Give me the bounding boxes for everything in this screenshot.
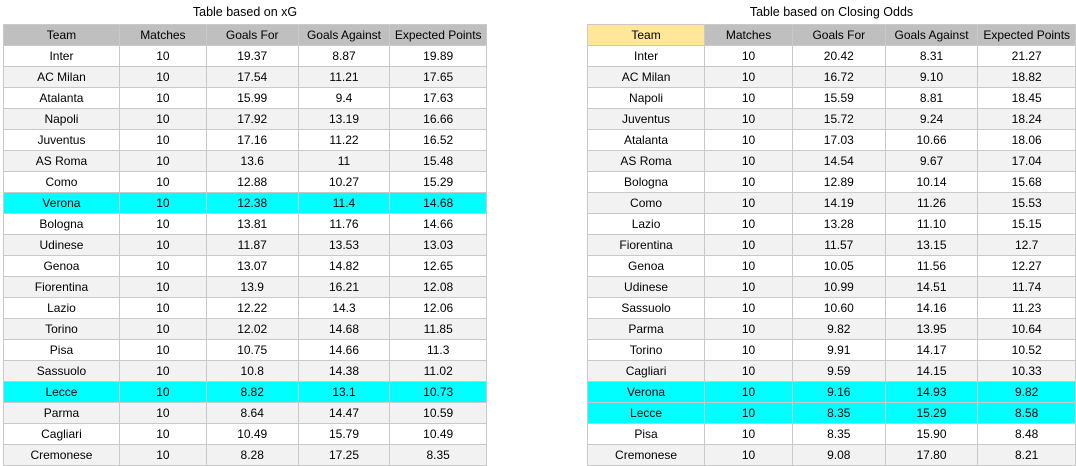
cell-matches: 10 — [119, 151, 206, 172]
cell-goals-for: 10.99 — [792, 277, 885, 298]
cell-team: AC Milan — [4, 67, 120, 88]
cell-team: Napoli — [588, 88, 705, 109]
cell-team: AS Roma — [588, 151, 705, 172]
table-row — [588, 235, 1076, 256]
cell-matches: 10 — [119, 382, 206, 403]
cell-matches: 10 — [705, 277, 793, 298]
cell-team: Juventus — [4, 130, 120, 151]
cell-expected-points: 15.68 — [978, 172, 1076, 193]
table-row — [588, 277, 1076, 298]
cell-goals-for: 9.91 — [792, 340, 885, 361]
table-row — [4, 67, 487, 88]
cell-expected-points: 10.59 — [390, 403, 487, 424]
cell-team: Cagliari — [4, 424, 120, 445]
table-row — [4, 172, 487, 193]
cell-matches: 10 — [705, 214, 793, 235]
cell-team: Inter — [588, 46, 705, 67]
cell-goals-for: 12.22 — [206, 298, 298, 319]
cell-matches: 10 — [705, 424, 793, 445]
cell-expected-points: 10.49 — [390, 424, 487, 445]
cell-team: Torino — [588, 340, 705, 361]
cell-goals-for: 10.49 — [206, 424, 298, 445]
cell-expected-points: 19.89 — [390, 46, 487, 67]
cell-matches: 10 — [119, 403, 206, 424]
cell-matches: 10 — [705, 109, 793, 130]
cell-goals-for: 8.35 — [792, 403, 885, 424]
table-row — [4, 109, 487, 130]
table-row — [588, 298, 1076, 319]
cell-goals-against: 14.82 — [298, 256, 390, 277]
cell-goals-against: 11.21 — [298, 67, 390, 88]
cell-expected-points: 14.66 — [390, 214, 487, 235]
cell-goals-for: 8.64 — [206, 403, 298, 424]
cell-expected-points: 8.48 — [978, 424, 1076, 445]
cell-goals-against: 11.4 — [298, 193, 390, 214]
cell-expected-points: 12.7 — [978, 235, 1076, 256]
cell-goals-against: 8.87 — [298, 46, 390, 67]
table-row — [588, 193, 1076, 214]
table-row — [588, 424, 1076, 445]
cell-team: Como — [4, 172, 120, 193]
column-header-goals-against: Goals Against — [885, 25, 978, 46]
cell-goals-against: 13.95 — [885, 319, 978, 340]
cell-matches: 10 — [705, 130, 793, 151]
cell-goals-for: 9.82 — [792, 319, 885, 340]
xg-table-title: Table based on xG — [192, 5, 298, 19]
cell-goals-against: 14.47 — [298, 403, 390, 424]
cell-goals-for: 9.08 — [792, 445, 885, 466]
xg-table-header-row — [4, 25, 487, 46]
cell-goals-against: 9.67 — [885, 151, 978, 172]
table-row — [4, 382, 487, 403]
closing-odds-table-title: Table based on Closing Odds — [749, 5, 914, 19]
cell-team: Genoa — [588, 256, 705, 277]
cell-goals-for: 15.59 — [792, 88, 885, 109]
cell-goals-against: 11 — [298, 151, 390, 172]
cell-goals-against: 13.1 — [298, 382, 390, 403]
cell-matches: 10 — [705, 88, 793, 109]
cell-goals-against: 14.15 — [885, 361, 978, 382]
cell-expected-points: 12.08 — [390, 277, 487, 298]
cell-expected-points: 21.27 — [978, 46, 1076, 67]
cell-team: Fiorentina — [4, 277, 120, 298]
table-row — [4, 340, 487, 361]
table-row — [4, 130, 487, 151]
cell-goals-against: 14.93 — [885, 382, 978, 403]
column-header-goals-against: Goals Against — [298, 25, 390, 46]
cell-team: Udinese — [588, 277, 705, 298]
cell-team: AS Roma — [4, 151, 120, 172]
table-row — [4, 277, 487, 298]
cell-expected-points: 16.66 — [390, 109, 487, 130]
cell-expected-points: 12.27 — [978, 256, 1076, 277]
cell-expected-points: 16.52 — [390, 130, 487, 151]
cell-team: Parma — [4, 403, 120, 424]
cell-matches: 10 — [705, 403, 793, 424]
cell-goals-for: 9.59 — [792, 361, 885, 382]
cell-team: Lecce — [588, 403, 705, 424]
cell-goals-against: 11.76 — [298, 214, 390, 235]
cell-goals-against: 13.53 — [298, 235, 390, 256]
cell-team: Bologna — [4, 214, 120, 235]
cell-expected-points: 13.03 — [390, 235, 487, 256]
table-row — [588, 445, 1076, 466]
cell-goals-for: 13.9 — [206, 277, 298, 298]
cell-matches: 10 — [119, 277, 206, 298]
cell-goals-for: 12.02 — [206, 319, 298, 340]
cell-expected-points: 10.64 — [978, 319, 1076, 340]
cell-goals-against: 14.66 — [298, 340, 390, 361]
cell-goals-against: 11.56 — [885, 256, 978, 277]
cell-goals-against: 14.16 — [885, 298, 978, 319]
table-row — [588, 319, 1076, 340]
closing-odds-table — [587, 24, 1076, 466]
table-row — [588, 382, 1076, 403]
table-row — [4, 319, 487, 340]
cell-expected-points: 17.04 — [978, 151, 1076, 172]
cell-expected-points: 15.29 — [390, 172, 487, 193]
cell-matches: 10 — [705, 46, 793, 67]
cell-expected-points: 14.68 — [390, 193, 487, 214]
cell-team: Napoli — [4, 109, 120, 130]
column-header-team: Team — [588, 25, 705, 46]
table-row — [4, 361, 487, 382]
cell-matches: 10 — [119, 193, 206, 214]
cell-expected-points: 17.65 — [390, 67, 487, 88]
column-header-expected-points: Expected Points — [390, 25, 487, 46]
table-row — [588, 46, 1076, 67]
table-row — [4, 193, 487, 214]
cell-expected-points: 10.73 — [390, 382, 487, 403]
cell-goals-against: 11.10 — [885, 214, 978, 235]
cell-team: Genoa — [4, 256, 120, 277]
table-row — [4, 403, 487, 424]
cell-team: Pisa — [588, 424, 705, 445]
cell-goals-for: 13.6 — [206, 151, 298, 172]
table-row — [4, 214, 487, 235]
cell-goals-against: 9.24 — [885, 109, 978, 130]
xg-table — [3, 24, 487, 466]
cell-goals-for: 8.35 — [792, 424, 885, 445]
table-row — [588, 130, 1076, 151]
cell-team: Lazio — [588, 214, 705, 235]
cell-goals-for: 14.19 — [792, 193, 885, 214]
cell-matches: 10 — [705, 319, 793, 340]
cell-goals-against: 14.51 — [885, 277, 978, 298]
cell-expected-points: 11.02 — [390, 361, 487, 382]
cell-matches: 10 — [119, 235, 206, 256]
column-header-matches: Matches — [119, 25, 206, 46]
cell-matches: 10 — [705, 172, 793, 193]
cell-goals-for: 17.03 — [792, 130, 885, 151]
cell-goals-for: 13.28 — [792, 214, 885, 235]
cell-matches: 10 — [705, 235, 793, 256]
cell-team: Torino — [4, 319, 120, 340]
cell-team: Sassuolo — [588, 298, 705, 319]
cell-matches: 10 — [119, 172, 206, 193]
cell-goals-against: 9.10 — [885, 67, 978, 88]
table-row — [4, 88, 487, 109]
cell-expected-points: 12.06 — [390, 298, 487, 319]
cell-goals-for: 14.54 — [792, 151, 885, 172]
table-row — [588, 109, 1076, 130]
cell-goals-for: 19.37 — [206, 46, 298, 67]
cell-expected-points: 15.53 — [978, 193, 1076, 214]
cell-matches: 10 — [705, 361, 793, 382]
cell-team: Inter — [4, 46, 120, 67]
cell-expected-points: 18.45 — [978, 88, 1076, 109]
cell-goals-for: 10.60 — [792, 298, 885, 319]
cell-expected-points: 8.21 — [978, 445, 1076, 466]
table-row — [588, 361, 1076, 382]
xg-table-panel — [0, 0, 487, 460]
cell-matches: 10 — [705, 298, 793, 319]
cell-team: Como — [588, 193, 705, 214]
cell-goals-against: 13.15 — [885, 235, 978, 256]
closing-odds-table-header-row — [588, 25, 1076, 46]
cell-matches: 10 — [705, 445, 793, 466]
cell-matches: 10 — [119, 88, 206, 109]
cell-team: Parma — [588, 319, 705, 340]
cell-expected-points: 15.15 — [978, 214, 1076, 235]
cell-goals-for: 12.38 — [206, 193, 298, 214]
cell-matches: 10 — [119, 46, 206, 67]
table-row — [588, 172, 1076, 193]
table-row — [4, 151, 487, 172]
cell-goals-for: 11.87 — [206, 235, 298, 256]
table-row — [588, 256, 1076, 277]
cell-team: Udinese — [4, 235, 120, 256]
cell-matches: 10 — [705, 67, 793, 88]
cell-goals-for: 13.07 — [206, 256, 298, 277]
cell-expected-points: 11.85 — [390, 319, 487, 340]
closing-odds-table-panel — [587, 0, 1076, 460]
cell-matches: 10 — [705, 382, 793, 403]
cell-goals-against: 8.31 — [885, 46, 978, 67]
cell-goals-for: 17.16 — [206, 130, 298, 151]
cell-team: AC Milan — [588, 67, 705, 88]
cell-goals-for: 15.72 — [792, 109, 885, 130]
cell-expected-points: 10.33 — [978, 361, 1076, 382]
cell-goals-for: 9.16 — [792, 382, 885, 403]
column-header-goals-for: Goals For — [206, 25, 298, 46]
cell-team: Cremonese — [588, 445, 705, 466]
cell-expected-points: 11.23 — [978, 298, 1076, 319]
cell-expected-points: 18.06 — [978, 130, 1076, 151]
cell-matches: 10 — [705, 340, 793, 361]
cell-expected-points: 8.58 — [978, 403, 1076, 424]
cell-expected-points: 11.3 — [390, 340, 487, 361]
cell-expected-points: 12.65 — [390, 256, 487, 277]
cell-goals-against: 14.68 — [298, 319, 390, 340]
closing-odds-table-body — [588, 46, 1076, 466]
cell-team: Pisa — [4, 340, 120, 361]
cell-goals-against: 8.81 — [885, 88, 978, 109]
cell-goals-against: 15.79 — [298, 424, 390, 445]
table-row — [4, 445, 487, 466]
table-row — [588, 151, 1076, 172]
table-row — [4, 235, 487, 256]
cell-goals-against: 14.38 — [298, 361, 390, 382]
cell-goals-against: 13.19 — [298, 109, 390, 130]
cell-team: Atalanta — [4, 88, 120, 109]
table-row — [588, 340, 1076, 361]
cell-matches: 10 — [119, 361, 206, 382]
cell-goals-for: 17.92 — [206, 109, 298, 130]
xg-table-body — [4, 46, 487, 466]
cell-team: Fiorentina — [588, 235, 705, 256]
cell-team: Cagliari — [588, 361, 705, 382]
cell-goals-against: 10.14 — [885, 172, 978, 193]
cell-team: Lecce — [4, 382, 120, 403]
cell-goals-for: 10.75 — [206, 340, 298, 361]
cell-goals-for: 12.88 — [206, 172, 298, 193]
cell-goals-against: 10.66 — [885, 130, 978, 151]
cell-matches: 10 — [119, 445, 206, 466]
cell-goals-for: 8.28 — [206, 445, 298, 466]
table-row — [588, 67, 1076, 88]
cell-team: Bologna — [588, 172, 705, 193]
cell-goals-against: 14.17 — [885, 340, 978, 361]
table-row — [588, 88, 1076, 109]
cell-goals-against: 17.25 — [298, 445, 390, 466]
cell-matches: 10 — [119, 319, 206, 340]
table-row — [4, 46, 487, 67]
cell-goals-against: 11.26 — [885, 193, 978, 214]
cell-expected-points: 17.63 — [390, 88, 487, 109]
column-header-goals-for: Goals For — [792, 25, 885, 46]
cell-goals-against: 15.29 — [885, 403, 978, 424]
cell-team: Juventus — [588, 109, 705, 130]
cell-goals-for: 8.82 — [206, 382, 298, 403]
table-row — [4, 424, 487, 445]
column-header-expected-points: Expected Points — [978, 25, 1076, 46]
cell-goals-against: 10.27 — [298, 172, 390, 193]
cell-matches: 10 — [705, 151, 793, 172]
cell-goals-for: 20.42 — [792, 46, 885, 67]
column-header-team: Team — [4, 25, 120, 46]
cell-goals-against: 11.22 — [298, 130, 390, 151]
cell-goals-for: 11.57 — [792, 235, 885, 256]
cell-goals-for: 10.8 — [206, 361, 298, 382]
cell-expected-points: 15.48 — [390, 151, 487, 172]
cell-expected-points: 8.35 — [390, 445, 487, 466]
column-header-matches: Matches — [705, 25, 793, 46]
cell-matches: 10 — [119, 109, 206, 130]
cell-team: Cremonese — [4, 445, 120, 466]
table-row — [588, 214, 1076, 235]
cell-expected-points: 11.74 — [978, 277, 1076, 298]
cell-goals-against: 16.21 — [298, 277, 390, 298]
cell-team: Sassuolo — [4, 361, 120, 382]
cell-team: Atalanta — [588, 130, 705, 151]
cell-matches: 10 — [119, 298, 206, 319]
cell-matches: 10 — [119, 424, 206, 445]
cell-matches: 10 — [119, 67, 206, 88]
cell-matches: 10 — [119, 214, 206, 235]
table-row — [4, 256, 487, 277]
cell-goals-for: 16.72 — [792, 67, 885, 88]
cell-expected-points: 10.52 — [978, 340, 1076, 361]
cell-goals-for: 17.54 — [206, 67, 298, 88]
cell-matches: 10 — [119, 130, 206, 151]
cell-goals-against: 15.90 — [885, 424, 978, 445]
table-row — [588, 403, 1076, 424]
panel-spacer — [487, 0, 587, 460]
cell-matches: 10 — [119, 256, 206, 277]
cell-matches: 10 — [705, 256, 793, 277]
cell-expected-points: 18.82 — [978, 67, 1076, 88]
cell-team: Verona — [4, 193, 120, 214]
cell-matches: 10 — [119, 340, 206, 361]
cell-goals-for: 10.05 — [792, 256, 885, 277]
cell-goals-against: 14.3 — [298, 298, 390, 319]
cell-goals-for: 15.99 — [206, 88, 298, 109]
cell-goals-against: 17.80 — [885, 445, 978, 466]
cell-team: Lazio — [4, 298, 120, 319]
cell-team: Verona — [588, 382, 705, 403]
cell-goals-for: 13.81 — [206, 214, 298, 235]
cell-matches: 10 — [705, 193, 793, 214]
table-row — [4, 298, 487, 319]
cell-goals-against: 9.4 — [298, 88, 390, 109]
cell-expected-points: 18.24 — [978, 109, 1076, 130]
cell-expected-points: 9.82 — [978, 382, 1076, 403]
cell-goals-for: 12.89 — [792, 172, 885, 193]
